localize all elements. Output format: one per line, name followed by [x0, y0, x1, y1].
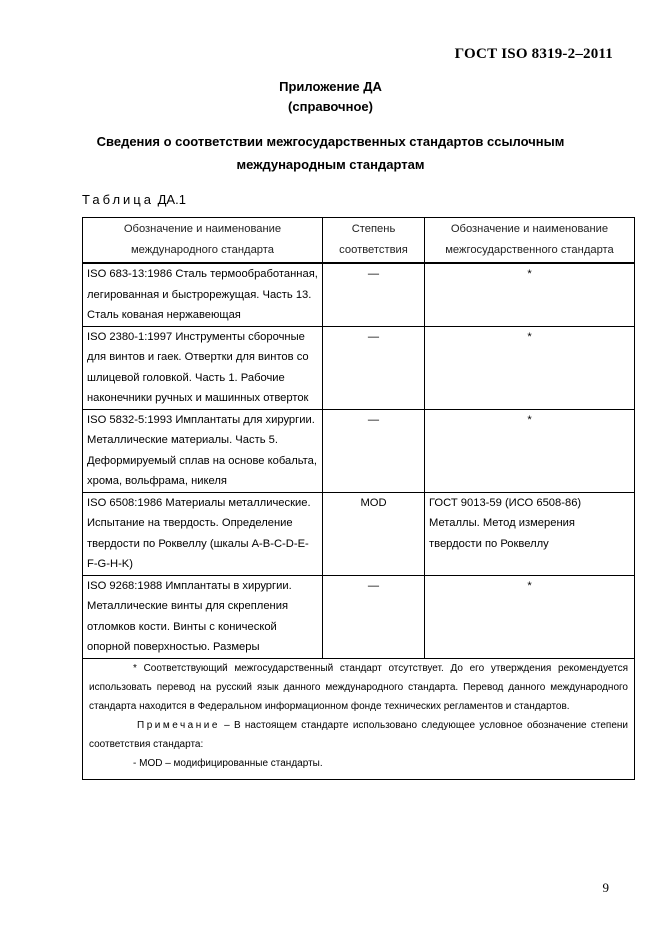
table-row: [83, 575, 635, 658]
table-notes-row: [83, 658, 635, 779]
cell-intl: ISO 6508:1986 Материалы металлические. Испытание на твердость. Определение твердости по Роквеллу (шкалы A-B-C-D-E-F-G-H-K): [83, 492, 323, 575]
footnote: * Соответствующий межгосударственный стандарт отсутствует. До его утверждения рекомендуется использовать перевод на русский язык данного международного стандарта. Перевод данного международного стандарта находится в Федеральном информационном фонде технических регламентов и стандартов.: [89, 662, 628, 712]
cell-national: *: [425, 409, 635, 492]
correspondence-table: [82, 217, 635, 780]
table-label-word: Таблица: [82, 192, 154, 207]
note-text: – В настоящем стандарте использовано следующее условное обозначение степени соответствия стандарта:: [89, 719, 628, 750]
header-intl-standard: Обозначение и наименование международного стандарта: [83, 218, 323, 264]
cell-national: *: [425, 263, 635, 326]
cell-degree: —: [323, 575, 425, 658]
table-row: [83, 409, 635, 492]
document-code: ГОСТ ISO 8319-2–2011: [454, 46, 613, 62]
table-label: [82, 192, 186, 207]
cell-national: *: [425, 326, 635, 409]
section-title-line-1: Сведения о соответствии межгосударственных стандартов ссылочным: [96, 134, 565, 149]
cell-degree: —: [323, 409, 425, 492]
note-label: Примечание: [137, 719, 220, 731]
table-notes: [83, 658, 635, 779]
cell-degree: —: [323, 263, 425, 326]
table-row: [83, 492, 635, 575]
cell-degree: MOD: [323, 492, 425, 575]
annex-title: Приложение ДА: [279, 79, 382, 94]
cell-intl: ISO 5832-5:1993 Имплантаты для хирургии. Металлические материалы. Часть 5. Деформируемый сплав на основе кобальта, хрома, вольфрама, никеля: [83, 409, 323, 492]
cell-national: ГОСТ 9013-59 (ИСО 6508-86) Металлы. Метод измерения твердости по Роквеллу: [425, 492, 635, 575]
table-label-number: ДА.1: [157, 192, 186, 207]
cell-degree: —: [323, 326, 425, 409]
note-item: - MOD – модифицированные стандарты.: [133, 757, 323, 769]
table-row: [83, 263, 635, 326]
cell-intl: ISO 683-13:1986 Сталь термообработанная, легированная и быстрорежущая. Часть 13. Сталь кованая нержавеющая: [83, 263, 323, 326]
page-number: 9: [602, 880, 609, 895]
table-header-row: [83, 218, 635, 264]
cell-national: *: [425, 575, 635, 658]
section-title-line-2: международным стандартам: [236, 157, 425, 172]
cell-intl: ISO 9268:1988 Имплантаты в хирургии. Металлические винты для скрепления отломков кости. Винты с конической опорной поверхностью. Размеры: [83, 575, 323, 658]
header-national-standard: Обозначение и наименование межгосударственного стандарта: [425, 218, 635, 264]
cell-intl: ISO 2380-1:1997 Инструменты сборочные для винтов и гаек. Отвертки для винтов со шлицевой головкой. Часть 1. Рабочие наконечники ручных и машинных отверток: [83, 326, 323, 409]
table-row: [83, 326, 635, 409]
annex-subtitle: (справочное): [288, 99, 373, 114]
note: [89, 716, 628, 754]
header-degree: Степень соответствия: [323, 218, 425, 264]
